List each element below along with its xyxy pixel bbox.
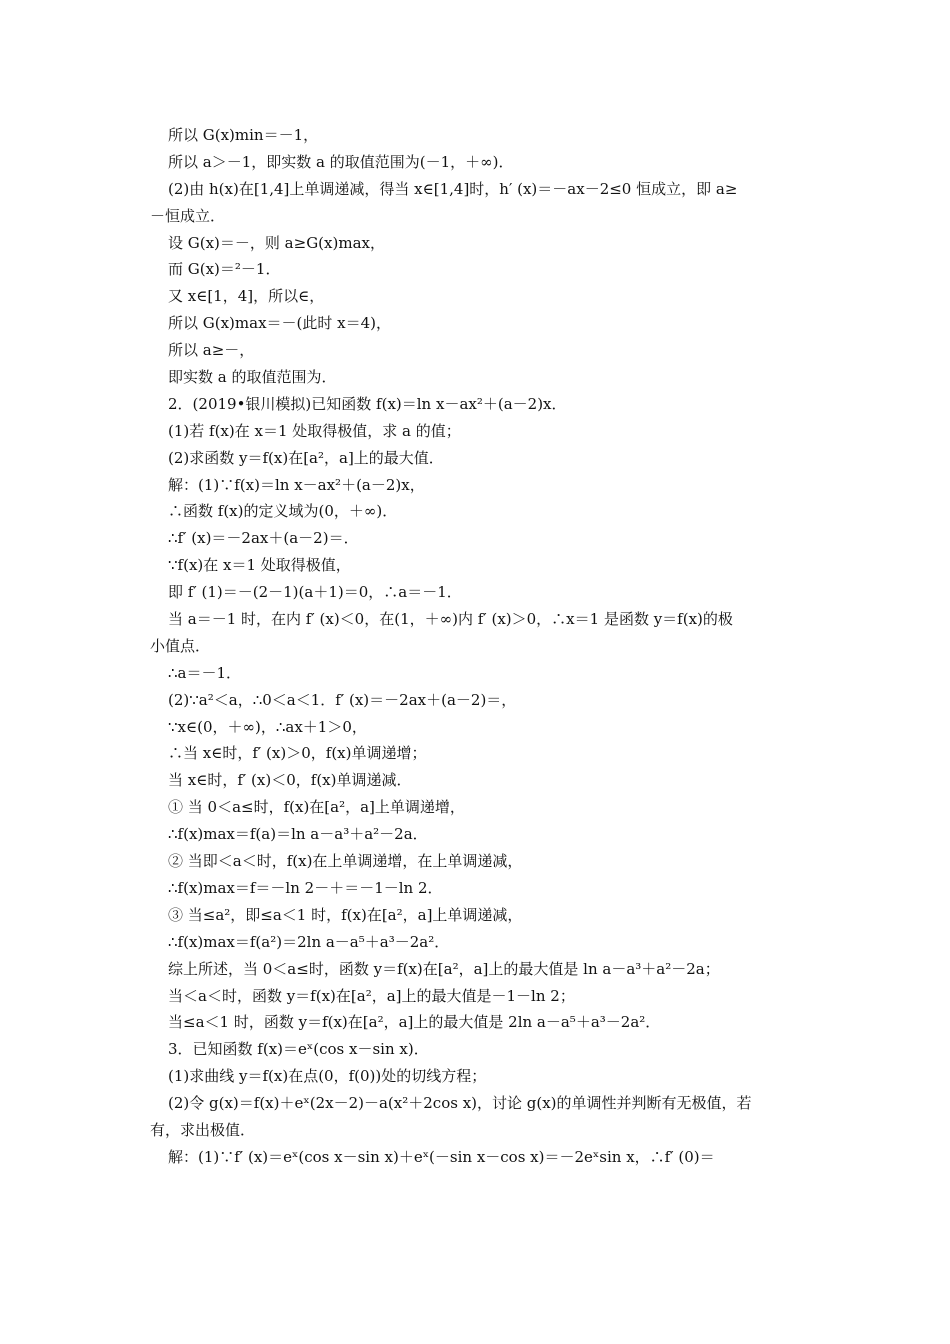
- text-line: ∴f(x)max＝f＝－ln 2－＋＝－1－ln 2．: [168, 878, 443, 897]
- text-line: 解：(1)∵f(x)＝ln x－ax²＋(a－2)x，: [168, 475, 425, 494]
- text-line: (1)求曲线 y＝f(x)在点(0，f(0))处的切线方程；: [168, 1067, 487, 1086]
- text-line: ∴f(x)max＝f(a²)＝2ln a－a⁵＋a³－2a²．: [168, 932, 450, 951]
- text-line: 所以 a≥－，: [168, 341, 255, 360]
- text-line: ∴f(x)max＝f(a)＝ln a－a³＋a²－2a．: [168, 825, 428, 844]
- text-line: 即实数 a 的取值范围为．: [168, 368, 337, 387]
- text-line: 又 x∈[1，4]，所以∈，: [168, 287, 325, 306]
- text-line: 有，求出极值．: [150, 1120, 256, 1139]
- text-line: ∴a＝－1．: [168, 663, 242, 682]
- text-line: 2．(2019•银川模拟)已知函数 f(x)＝ln x－ax²＋(a－2)x．: [168, 394, 567, 413]
- text-line: 所以 G(x)min＝－1，: [168, 126, 319, 144]
- text-line: ∵f(x)在 x＝1 处取得极值，: [168, 556, 351, 575]
- text-line: ∴f′ (x)＝－2ax＋(a－2)＝．: [168, 529, 359, 548]
- text-line: 所以 a＞－1，即实数 a 的取值范围为(－1，＋∞)．: [168, 152, 514, 171]
- text-line: (2)由 h(x)在[1,4]上单调递减，得当 x∈[1,4]时，h′ (x)＝－ax－2≤0 恒成立，即 a≥: [168, 179, 738, 198]
- text-line: ∵x∈(0，＋∞)，∴ax＋1＞0，: [168, 717, 367, 736]
- text-line: ③ 当≤a²，即≤a＜1 时，f(x)在[a²，a]上单调递减，: [168, 905, 523, 924]
- text-line: ∴当 x∈时，f′ (x)＞0，f(x)单调递增；: [168, 744, 427, 763]
- text-line: 解：(1)∵f′ (x)＝eˣ(cos x－sin x)＋eˣ(－sin x－cos x)＝－2eˣsin x，∴f′ (0)＝: [168, 1147, 715, 1166]
- text-line: 所以 G(x)max＝－(此时 x＝4)，: [168, 314, 392, 333]
- text-line: 当 a＝－1 时，在内 f′ (x)＜0，在(1，＋∞)内 f′ (x)＞0，∴x＝1 是函数 y＝f(x)的极: [168, 610, 733, 629]
- text-line: (1)若 f(x)在 x＝1 处取得极值，求 a 的值；: [168, 421, 461, 440]
- text-line: (2)令 g(x)＝f(x)＋eˣ(2x－2)－a(x²＋2cos x)，讨论 g(x)的单调性并判断有无极值，若: [168, 1094, 752, 1113]
- document-body: [150, 122, 820, 1171]
- text-line: (2)求函数 y＝f(x)在[a²，a]上的最大值．: [168, 448, 444, 467]
- text-line: 而 G(x)＝²－1．: [168, 260, 281, 279]
- text-line: 设 G(x)＝－，则 a≥G(x)max，: [168, 233, 385, 252]
- text-line: －恒成立．: [150, 206, 226, 225]
- text-line: ① 当 0＜a≤时，f(x)在[a²，a]上单调递增，: [168, 798, 465, 817]
- text-line: 3．已知函数 f(x)＝eˣ(cos x－sin x)．: [168, 1040, 429, 1059]
- text-line: 小值点．: [150, 636, 211, 655]
- text-line: 当＜a＜时，函数 y＝f(x)在[a²，a]上的最大值是－1－ln 2；: [168, 986, 575, 1005]
- text-line: ∴函数 f(x)的定义域为(0，＋∞)．: [168, 502, 398, 521]
- text-line: (2)∵a²＜a，∴0＜a＜1．f′ (x)＝－2ax＋(a－2)＝，: [168, 690, 517, 709]
- text-line: 综上所述，当 0＜a≤时，函数 y＝f(x)在[a²，a]上的最大值是 ln a－a³＋a²－2a；: [168, 959, 720, 978]
- text-line: 即 f′ (1)＝－(2－1)(a＋1)＝0，∴a＝－1．: [168, 583, 462, 602]
- text-line: 当≤a＜1 时，函数 y＝f(x)在[a²，a]上的最大值是 2ln a－a⁵＋a³－2a²．: [168, 1013, 661, 1032]
- text-line: ② 当即＜a＜时，f(x)在上单调递增，在上单调递减，: [168, 852, 523, 871]
- text-line: 当 x∈时，f′ (x)＜0，f(x)单调递减．: [168, 771, 412, 790]
